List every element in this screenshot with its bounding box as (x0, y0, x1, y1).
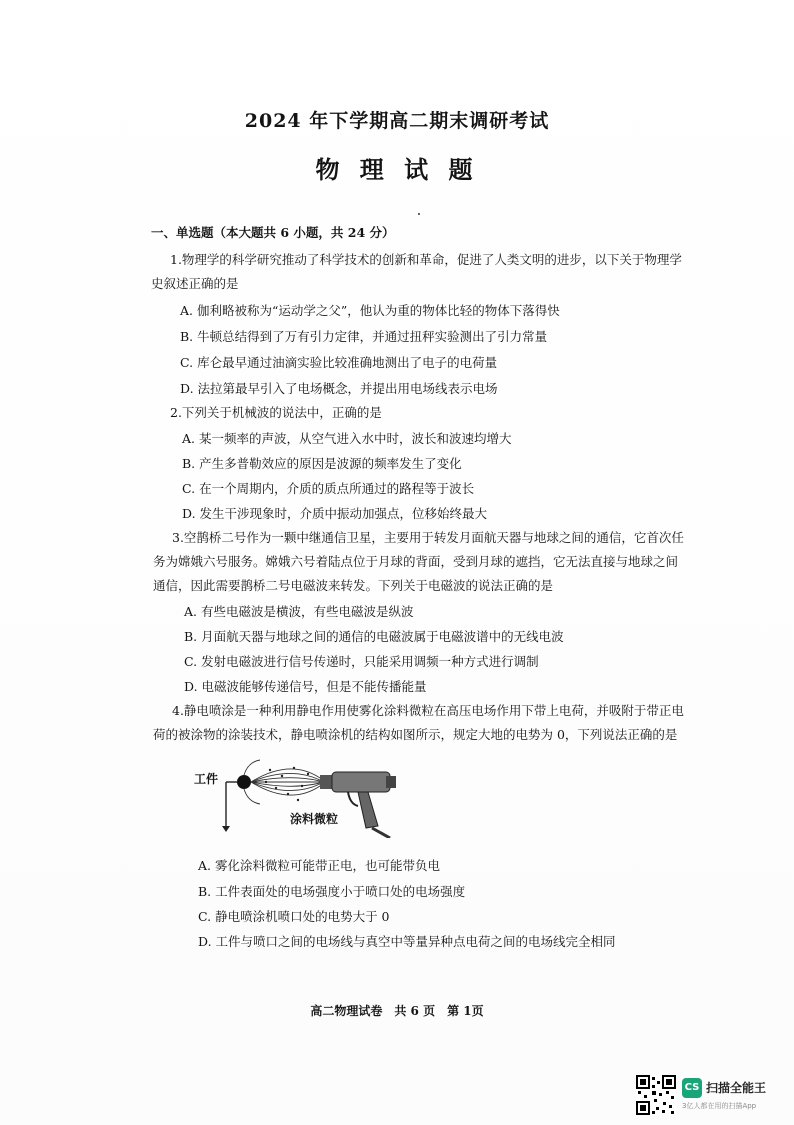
q1-option-c: C. 库仑最早通过油滴实验比较准确地测出了电子的电荷量 (180, 355, 498, 370)
q1-option-d: D. 法拉第最早引入了电场概念，并提出用电场线表示电场 (180, 381, 498, 396)
scanner-tagline: 3亿人都在用的扫描App (682, 1102, 757, 1110)
q2-option-b: B. 产生多普勒效应的原因是波源的频率发生了变化 (182, 456, 462, 471)
q3-stem-line-1: 3.空鹊桥二号作为一颗中继通信卫星，主要用于转发月面航天器与地球之间的通信，它首次任 (172, 530, 684, 545)
gun-trigger (348, 792, 358, 806)
workpiece-label: 工件 (194, 772, 219, 786)
q2-option-a: A. 某一频率的声波，从空气进入水中时，波长和波速均增大 (182, 431, 512, 446)
q3-option-c: C. 发射电磁波进行信号传递时，只能采用调频一种方式进行调制 (184, 654, 539, 669)
gun-nozzle (320, 775, 332, 789)
q1-option-a: A. 伽利略被称为“运动学之父”，他认为重的物体比轻的物体下落得快 (180, 303, 560, 318)
spray-gun-figure (190, 748, 420, 838)
ground-arrow-icon (222, 826, 230, 832)
q3-option-d: D. 电磁波能够传递信号，但是不能传播能量 (184, 679, 427, 694)
q3-stem-line-3: 通信，因此需要鹊桥二号电磁波来转发。下列关于电磁波的说法正确的是 (153, 578, 554, 593)
q2-option-c: C. 在一个周期内，介质的质点所通过的路程等于波长 (182, 481, 475, 496)
q1-stem-line-1: 1.物理学的科学研究推动了科学技术的创新和革命，促进了人类文明的进步，以下关于物理学 (170, 252, 682, 267)
scan-speck (418, 213, 420, 215)
workpiece-sphere (237, 775, 251, 789)
scanner-app-name: 扫描全能王 (706, 1081, 767, 1095)
q4-option-c: C. 静电喷涂机喷口处的电势大于 0 (198, 909, 390, 924)
q2-stem-line-1: 2.下列关于机械波的说法中，正确的是 (170, 405, 382, 420)
q1-option-b: B. 牛顿总结得到了万有引力定律，并通过扭秤实验测出了引力常量 (180, 329, 548, 344)
gun-rear-cap (386, 776, 396, 788)
camscanner-logo-icon: CS (682, 1078, 702, 1098)
gun-handle (358, 792, 378, 828)
q3-option-a: A. 有些电磁波是横波，有些电磁波是纵波 (184, 604, 414, 619)
q4-stem-line-2: 荷的被涂物的涂装技术，静电喷涂机的结构如图所示，规定大地的电势为 0，下列说法正确的是 (153, 727, 678, 742)
q4-stem-line-1: 4.静电喷涂是一种利用静电作用使雾化涂料微粒在高压电场作用下带上电荷，并吸附于带正电 (172, 703, 684, 718)
q2-option-d: D. 发生干涉现象时，介质中振动加强点，位移始终最大 (182, 506, 488, 521)
q4-option-d: D. 工件与喷口之间的电场线与真空中等量异种点电荷之间的电场线完全相同 (198, 934, 616, 949)
field-lines (244, 760, 320, 804)
exam-title: 2024 年下学期高二期末调研考试 (244, 110, 550, 132)
q4-option-a: A. 雾化涂料微粒可能带正电，也可能带负电 (198, 858, 440, 873)
gun-hose (372, 828, 390, 838)
q3-stem-line-2: 务为嫦娥六号服务。嫦娥六号着陆点位于月球的背面，受到月球的遮挡，它无法直接与地球之间 (153, 554, 679, 569)
gun-barrel (332, 772, 390, 792)
q4-option-b: B. 工件表面处的电场强度小于喷口处的电场强度 (198, 884, 466, 899)
paint-particles-label: 涂料微粒 (290, 812, 339, 826)
q1-stem-line-2: 史叙述正确的是 (151, 276, 239, 291)
section-heading: 一、单选题（本大题共 6 小题，共 24 分） (151, 225, 395, 240)
exam-subject: 物 理 试 题 (315, 155, 479, 184)
qr-code-icon (636, 1075, 676, 1115)
q3-option-b: B. 月面航天器与地球之间的通信的电磁波属于电磁波谱中的无线电波 (184, 629, 564, 644)
page-footer: 高二物理试卷 共 6 页 第 1页 (310, 1004, 484, 1018)
